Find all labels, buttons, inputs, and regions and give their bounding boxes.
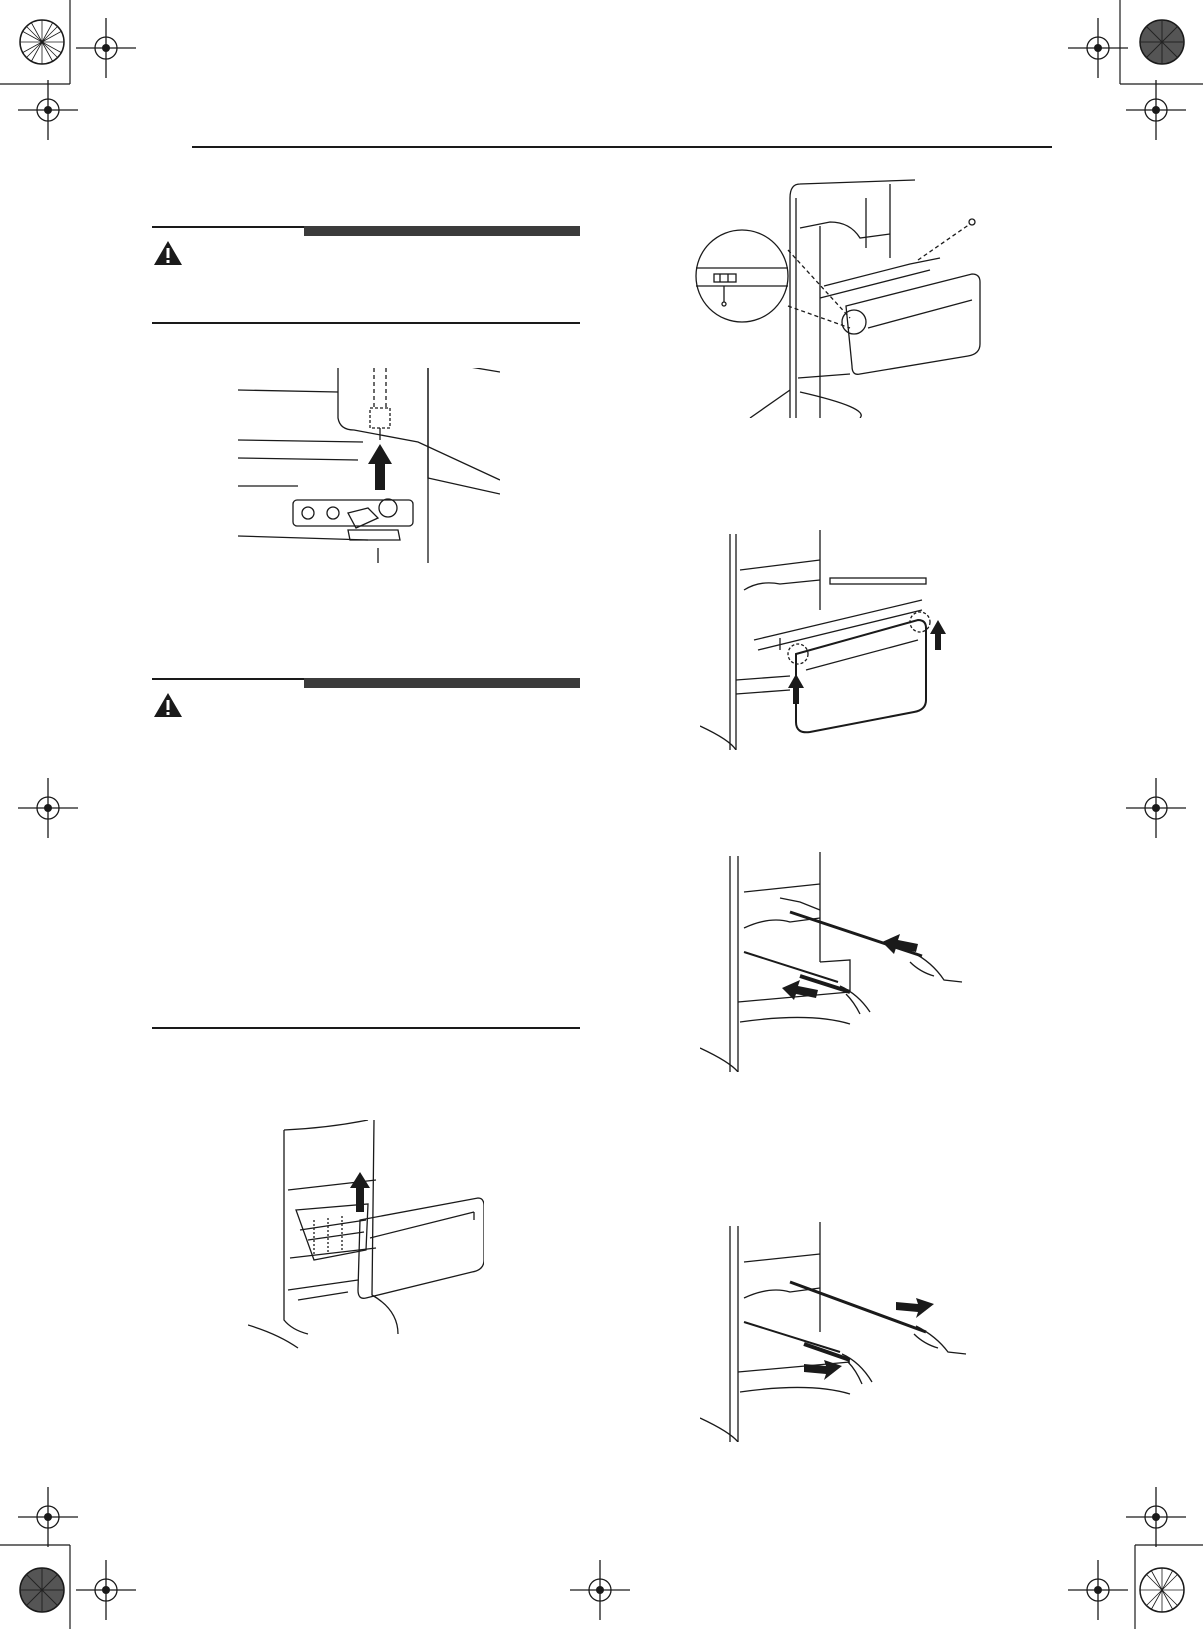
freezer-drawer-basket-illustration <box>248 1120 484 1350</box>
warning-bar-thin <box>152 226 304 228</box>
header-rule <box>192 146 1052 148</box>
rails-pull-out-illustration <box>700 1222 972 1442</box>
color-calibration-wheel-icon <box>1138 18 1186 66</box>
section-rule <box>152 1027 580 1029</box>
color-calibration-wheel-icon <box>18 1566 66 1614</box>
drawer-screw-detail-illustration <box>690 178 982 418</box>
registration-crosshair-icon <box>1126 1487 1186 1547</box>
section-rule <box>152 322 580 324</box>
registration-crosshair-icon <box>76 18 136 78</box>
registration-crosshair-icon <box>1126 80 1186 140</box>
hinge-pin-illustration <box>238 368 500 568</box>
registration-crosshair-icon <box>76 1560 136 1620</box>
registration-crosshair-icon <box>18 778 78 838</box>
rails-push-in-illustration <box>700 852 972 1072</box>
warning-bar-thick <box>304 226 580 236</box>
registration-crosshair-icon <box>18 80 78 140</box>
warning-bar-thin <box>152 678 304 680</box>
drawer-front-removal-illustration <box>700 530 980 750</box>
registration-crosshair-icon <box>1068 1560 1128 1620</box>
registration-crosshair-icon <box>18 1487 78 1547</box>
warning-triangle-icon <box>153 240 183 266</box>
color-calibration-wheel-icon <box>1138 1566 1186 1614</box>
registration-crosshair-icon <box>570 1560 630 1620</box>
warning-bar-thick <box>304 678 580 688</box>
warning-triangle-icon <box>153 692 183 718</box>
color-calibration-wheel-icon <box>18 18 66 66</box>
registration-crosshair-icon <box>1126 778 1186 838</box>
registration-crosshair-icon <box>1068 18 1128 78</box>
